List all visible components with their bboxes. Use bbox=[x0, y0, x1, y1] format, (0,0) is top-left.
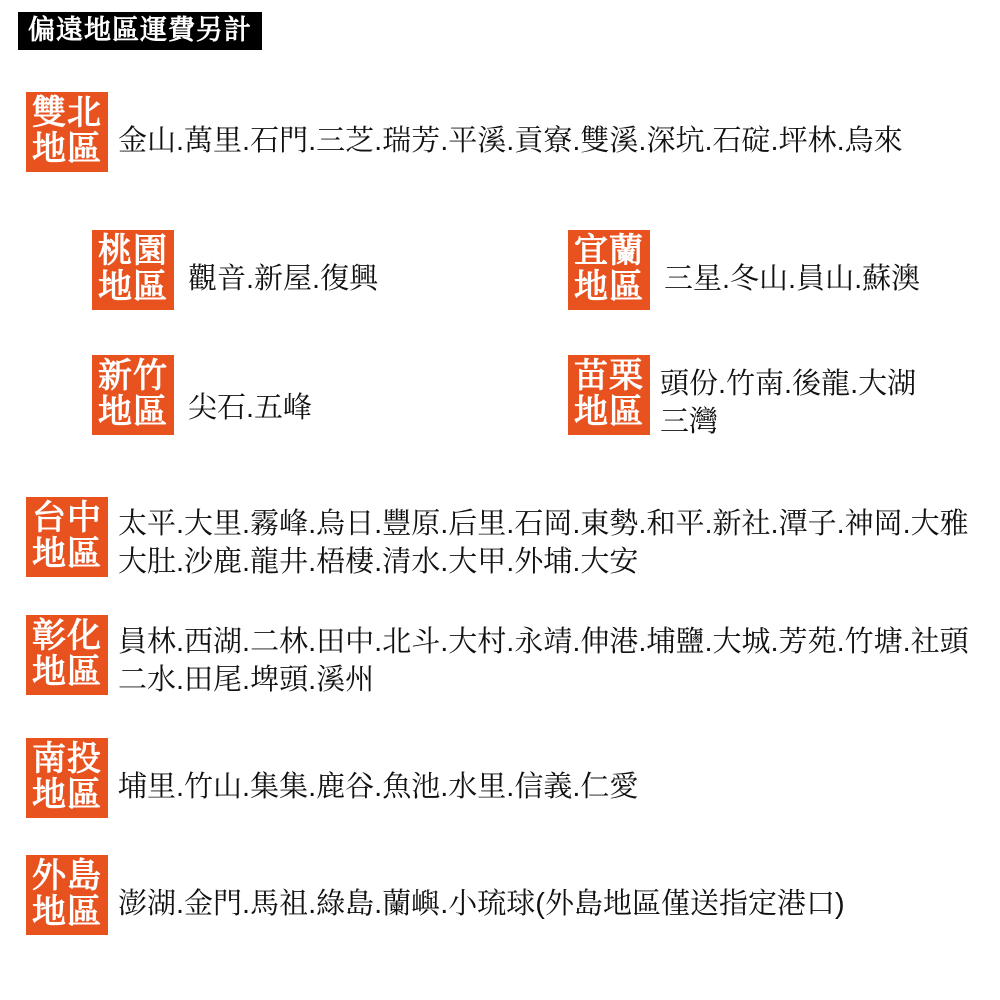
region-areas-hsinchu bbox=[174, 389, 312, 427]
region-badge-miaoli bbox=[568, 355, 650, 435]
region-badge-line2: 地區 bbox=[32, 130, 102, 169]
region-badge-line1: 新竹 bbox=[98, 357, 168, 395]
region-areas-taichung bbox=[108, 505, 969, 582]
region-badge-line1: 雙北 bbox=[32, 94, 102, 132]
region-badge-shuangbei bbox=[26, 92, 108, 172]
region-block-yilan bbox=[568, 230, 920, 310]
region-area-line: 澎湖.金門.馬祖.綠島.蘭嶼.小琉球(外島地區僅送指定港口) bbox=[118, 888, 845, 920]
page-title: 偏遠地區運費另計 bbox=[18, 12, 262, 50]
region-badge-line1: 彰化 bbox=[32, 617, 102, 655]
region-badge-taichung bbox=[26, 497, 108, 577]
region-area-line: 頭份.竹南.後龍.大湖 bbox=[660, 368, 917, 400]
region-block-outlying bbox=[26, 855, 845, 935]
region-area-line: 太平.大里.霧峰.烏日.豐原.后里.石岡.東勢.和平.新社.潭子.神岡.大雅 bbox=[118, 508, 969, 540]
region-block-taoyuan bbox=[92, 230, 378, 310]
region-area-line: 大肚.沙鹿.龍井.梧棲.清水.大甲.外埔.大安 bbox=[118, 546, 639, 579]
region-badge-line2: 地區 bbox=[574, 268, 644, 307]
region-areas-taoyuan bbox=[174, 260, 378, 298]
region-block-nantou bbox=[26, 738, 638, 818]
region-area-line: 觀音.新屋.復興 bbox=[188, 263, 379, 295]
region-badge-changhua bbox=[26, 615, 108, 695]
region-block-taichung bbox=[26, 497, 969, 577]
region-badge-nantou bbox=[26, 738, 108, 818]
region-badge-line1: 外島 bbox=[32, 857, 102, 895]
region-badge-line1: 台中 bbox=[32, 499, 102, 537]
region-badge-hsinchu bbox=[92, 355, 174, 435]
region-badge-outlying bbox=[26, 855, 108, 935]
region-area-line: 三星.冬山.員山.蘇澳 bbox=[664, 263, 921, 295]
region-badge-line2: 地區 bbox=[574, 393, 644, 432]
region-badge-line2: 地區 bbox=[32, 535, 102, 574]
region-badge-yilan bbox=[568, 230, 650, 310]
region-badge-line2: 地區 bbox=[98, 393, 168, 432]
region-area-line: 金山.萬里.石門.三芝.瑞芳.平溪.貢寮.雙溪.深坑.石碇.坪林.烏來 bbox=[118, 125, 903, 157]
region-badge-line1: 南投 bbox=[32, 740, 102, 778]
region-area-line: 尖石.五峰 bbox=[188, 392, 313, 424]
region-areas-nantou bbox=[108, 768, 638, 806]
region-badge-line1: 桃園 bbox=[98, 232, 168, 270]
region-areas-miaoli bbox=[650, 365, 916, 442]
region-block-shuangbei bbox=[26, 92, 903, 172]
region-badge-line1: 苗栗 bbox=[574, 357, 644, 395]
region-areas-yilan bbox=[650, 260, 920, 298]
region-areas-shuangbei bbox=[108, 122, 903, 160]
region-badge-line1: 宜蘭 bbox=[574, 232, 644, 270]
region-badge-line2: 地區 bbox=[98, 268, 168, 307]
region-areas-changhua bbox=[108, 623, 969, 700]
region-block-miaoli bbox=[568, 355, 917, 439]
region-badge-line2: 地區 bbox=[32, 893, 102, 932]
region-badge-line2: 地區 bbox=[32, 653, 102, 692]
region-block-hsinchu bbox=[92, 355, 312, 435]
region-areas-outlying bbox=[108, 885, 845, 923]
region-badge-line2: 地區 bbox=[32, 776, 102, 815]
region-area-line: 埔里.竹山.集集.鹿谷.魚池.水里.信義.仁愛 bbox=[118, 771, 639, 803]
region-area-line: 員林.西湖.二林.田中.北斗.大村.永靖.伸港.埔鹽.大城.芳苑.竹塘.社頭 bbox=[118, 626, 969, 658]
region-area-line: 三灣 bbox=[660, 406, 719, 439]
region-area-line: 二水.田尾.埤頭.溪州 bbox=[118, 664, 375, 697]
region-badge-taoyuan bbox=[92, 230, 174, 310]
region-block-changhua bbox=[26, 615, 969, 695]
